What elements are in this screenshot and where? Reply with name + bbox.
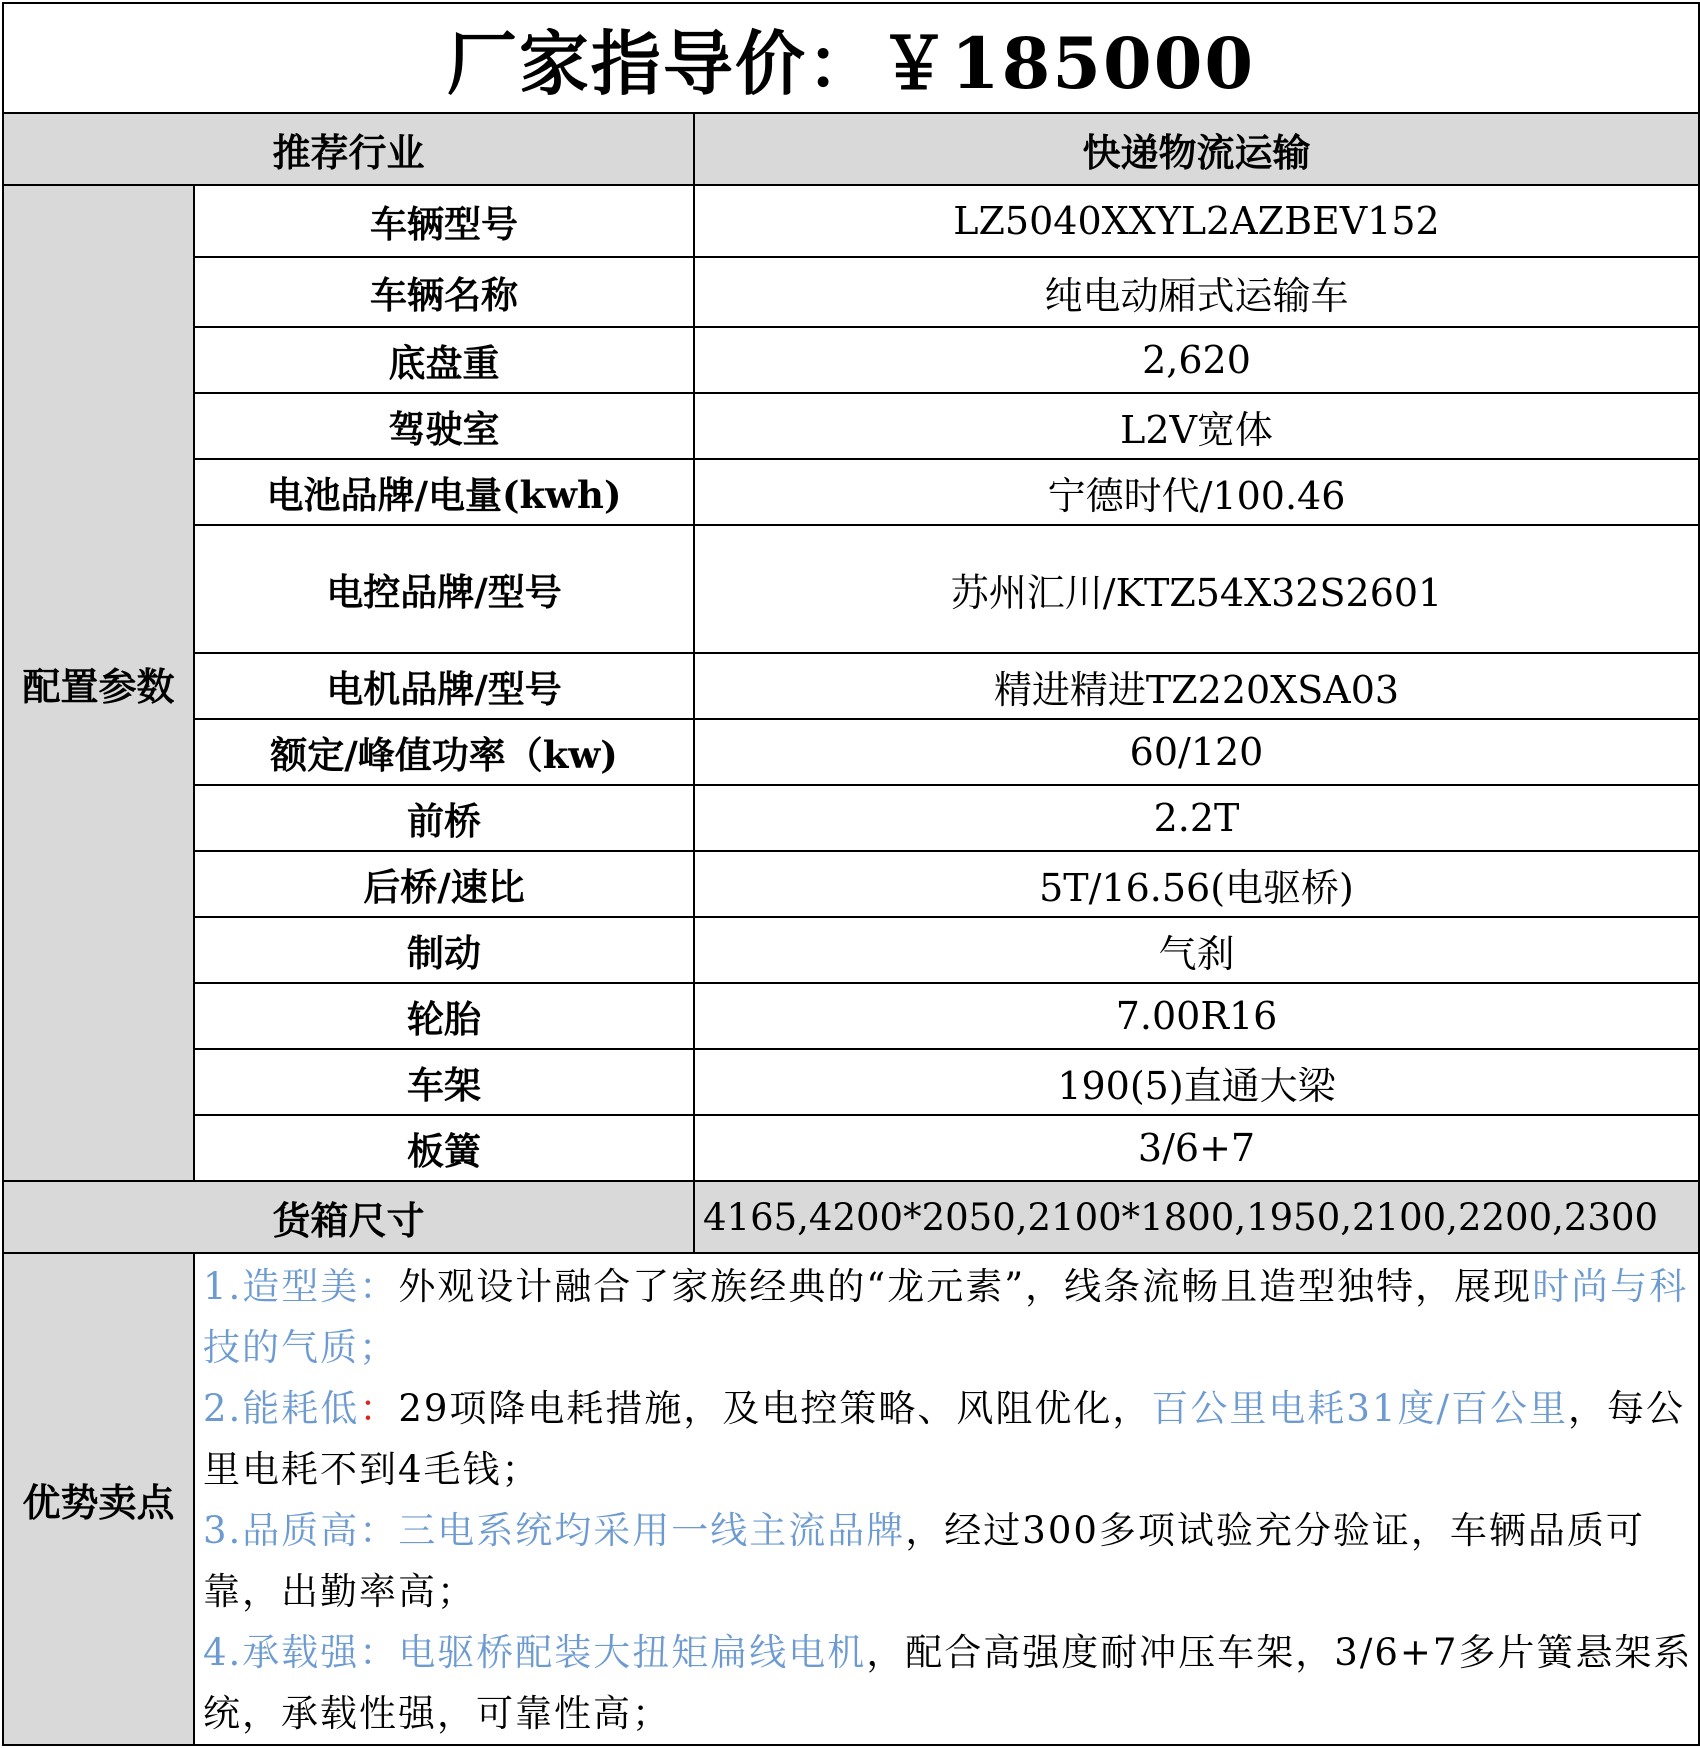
config-label: 板簧 bbox=[194, 1115, 694, 1181]
advantage-text: ，每公里电耗不到4毛钱； bbox=[203, 1387, 1685, 1491]
advantage-item bbox=[203, 1500, 1694, 1622]
config-label: 轮胎 bbox=[194, 983, 694, 1049]
advantage-highlight: 时尚与科技的气质； bbox=[203, 1265, 1689, 1369]
advantage-item bbox=[203, 1256, 1694, 1378]
advantage-colon: ： bbox=[359, 1387, 399, 1430]
advantages-row bbox=[3, 1253, 1699, 1745]
advantage-text: ，配合高强度耐冲压车架，3/6+7多片簧悬架系统，承载性强，可靠性高； bbox=[203, 1631, 1693, 1735]
config-label: 车辆名称 bbox=[194, 257, 694, 327]
advantage-item bbox=[203, 1622, 1694, 1744]
config-row bbox=[3, 917, 1699, 983]
advantages-text bbox=[194, 1253, 1699, 1745]
industry-label: 推荐行业 bbox=[3, 113, 694, 185]
config-row bbox=[3, 185, 1699, 257]
config-row bbox=[3, 785, 1699, 851]
config-label: 底盘重 bbox=[194, 327, 694, 393]
advantages-label: 优势卖点 bbox=[3, 1253, 194, 1745]
config-label: 电机品牌/型号 bbox=[194, 653, 694, 719]
advantage-item bbox=[203, 1378, 1694, 1500]
cargo-row bbox=[3, 1181, 1699, 1253]
industry-row bbox=[3, 113, 1699, 185]
config-label: 电池品牌/电量(kwh) bbox=[194, 459, 694, 525]
config-value: 苏州汇川/KTZ54X32S2601 bbox=[694, 525, 1699, 653]
config-row bbox=[3, 1049, 1699, 1115]
config-row bbox=[3, 983, 1699, 1049]
config-label: 驾驶室 bbox=[194, 393, 694, 459]
title-row bbox=[3, 3, 1699, 113]
price-title: 厂家指导价：￥185000 bbox=[3, 3, 1699, 113]
config-value: 3/6+7 bbox=[694, 1115, 1699, 1181]
config-value: 宁德时代/100.46 bbox=[694, 459, 1699, 525]
advantage-head: 2.能耗低 bbox=[203, 1387, 360, 1430]
config-value: 2.2T bbox=[694, 785, 1699, 851]
advantage-highlight: 三电系统均采用一线主流品牌 bbox=[398, 1509, 906, 1552]
config-row bbox=[3, 327, 1699, 393]
config-row bbox=[3, 719, 1699, 785]
cargo-value: 4165,4200*2050,2100*1800,1950,2100,2200,2300 bbox=[694, 1181, 1699, 1253]
advantage-head: 4.承载强： bbox=[203, 1631, 399, 1674]
config-value: L2V宽体 bbox=[694, 393, 1699, 459]
config-row bbox=[3, 525, 1699, 653]
config-value: 气刹 bbox=[694, 917, 1699, 983]
config-row bbox=[3, 851, 1699, 917]
advantage-highlight: 电驱桥配装大扭矩扁线电机 bbox=[398, 1631, 867, 1674]
advantage-text: 29项降电耗措施，及电控策略、风阻优化， bbox=[398, 1387, 1152, 1430]
config-label: 后桥/速比 bbox=[194, 851, 694, 917]
config-value: LZ5040XXYL2AZBEV152 bbox=[694, 185, 1699, 257]
config-row bbox=[3, 1115, 1699, 1181]
advantage-highlight: 百公里电耗31度/百公里 bbox=[1151, 1387, 1568, 1430]
config-value: 精进精进TZ220XSA03 bbox=[694, 653, 1699, 719]
cargo-label: 货箱尺寸 bbox=[3, 1181, 694, 1253]
config-label: 制动 bbox=[194, 917, 694, 983]
config-label: 车架 bbox=[194, 1049, 694, 1115]
advantage-text: ，经过300多项试验充分验证，车辆品质可靠，出勤率高； bbox=[203, 1509, 1645, 1613]
config-row bbox=[3, 459, 1699, 525]
industry-value: 快递物流运输 bbox=[694, 113, 1699, 185]
config-value: 60/120 bbox=[694, 719, 1699, 785]
advantage-head: 1.造型美： bbox=[203, 1265, 399, 1308]
config-value: 2,620 bbox=[694, 327, 1699, 393]
config-group-label: 配置参数 bbox=[3, 185, 194, 1181]
config-row bbox=[3, 653, 1699, 719]
spec-table bbox=[2, 2, 1700, 1746]
config-label: 车辆型号 bbox=[194, 185, 694, 257]
advantage-text: 外观设计融合了家族经典的“龙元素”，线条流畅且造型独特，展现 bbox=[398, 1265, 1533, 1308]
config-value: 190(5)直通大梁 bbox=[694, 1049, 1699, 1115]
advantage-head: 3.品质高： bbox=[203, 1509, 399, 1552]
config-label: 前桥 bbox=[194, 785, 694, 851]
config-label: 电控品牌/型号 bbox=[194, 525, 694, 653]
config-row bbox=[3, 393, 1699, 459]
config-value: 纯电动厢式运输车 bbox=[694, 257, 1699, 327]
config-value: 7.00R16 bbox=[694, 983, 1699, 1049]
config-label: 额定/峰值功率（kw) bbox=[194, 719, 694, 785]
config-value: 5T/16.56(电驱桥) bbox=[694, 851, 1699, 917]
config-row bbox=[3, 257, 1699, 327]
